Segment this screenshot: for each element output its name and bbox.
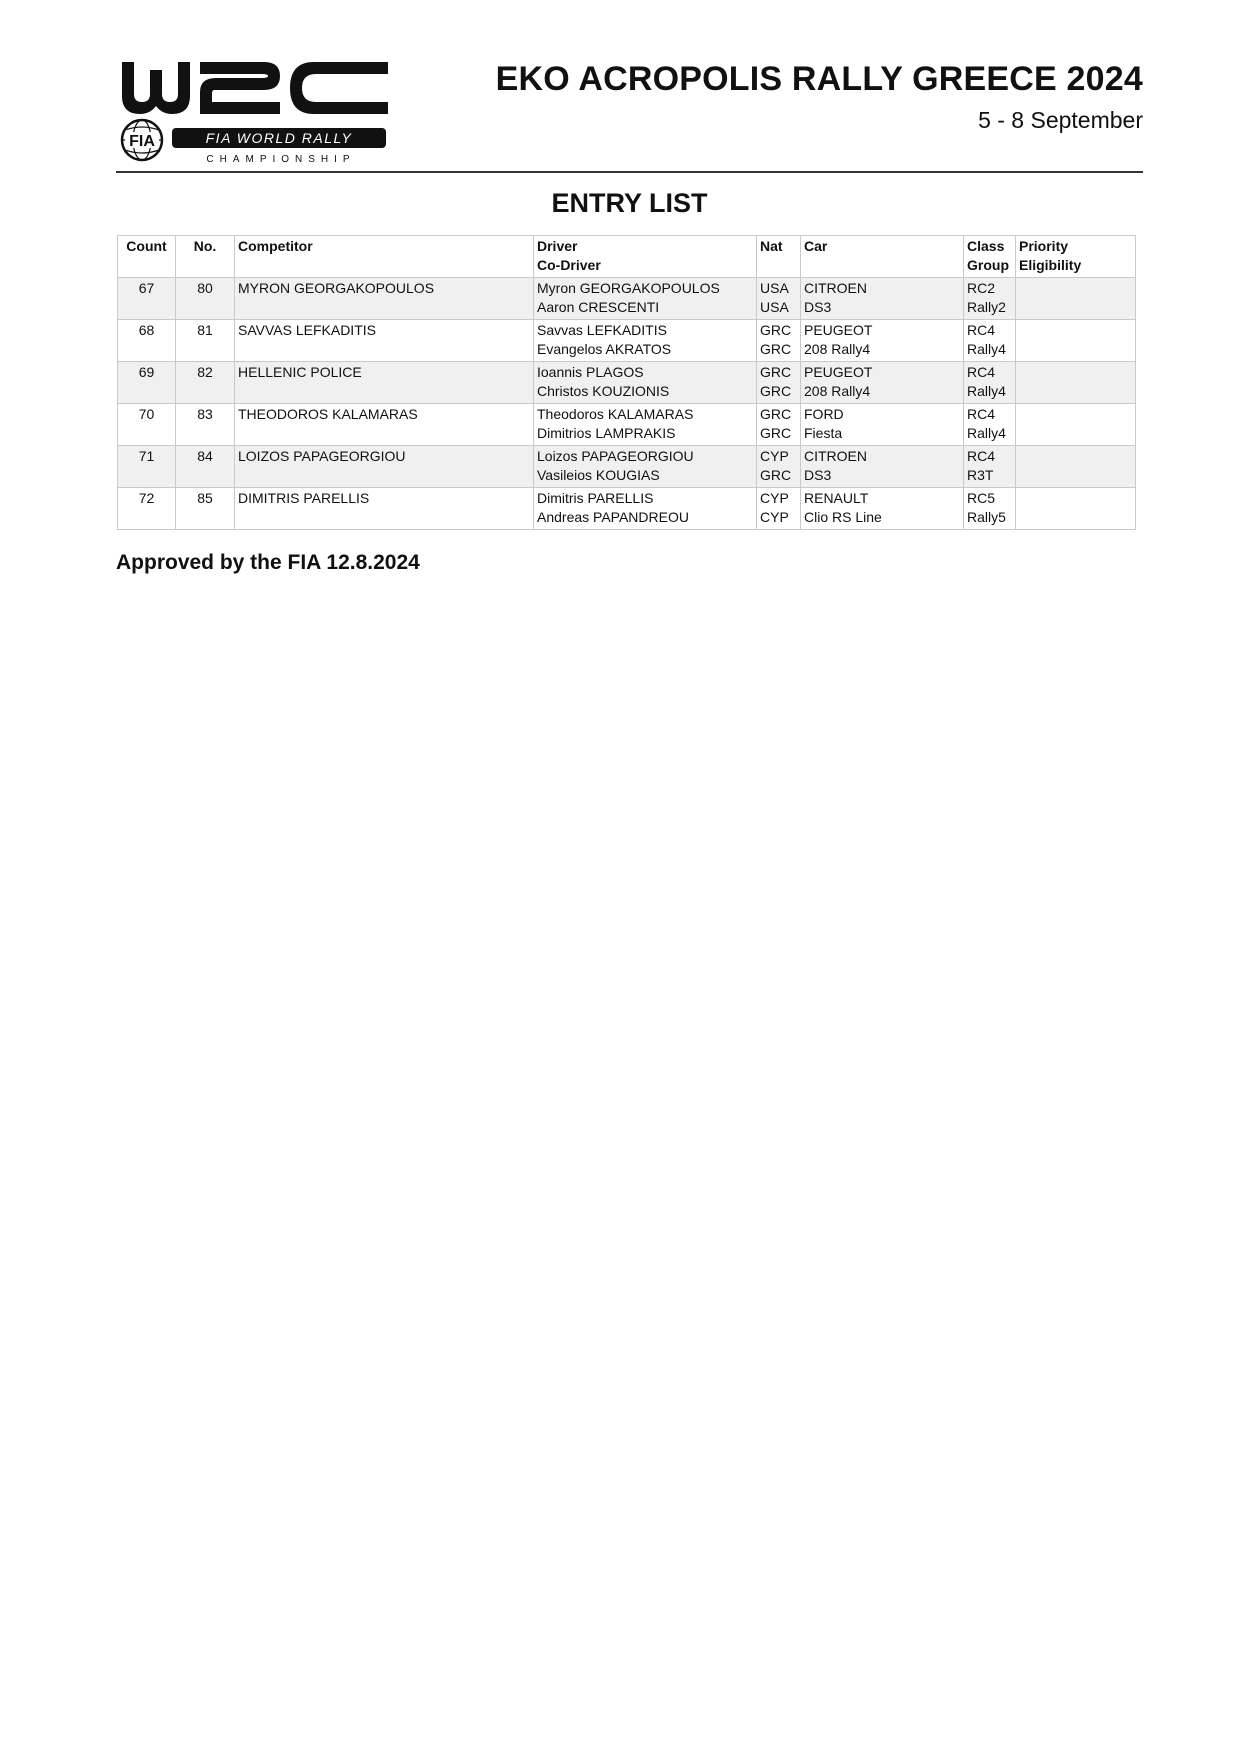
cell-group: Rally5 bbox=[967, 509, 1006, 525]
header-count: Count bbox=[118, 236, 176, 278]
cell-driver: Savvas LEFKADITIS bbox=[537, 322, 667, 338]
cell-group: Rally4 bbox=[967, 383, 1006, 399]
cell-co-driver: Vasileios KOUGIAS bbox=[537, 467, 660, 483]
header-car: Car bbox=[801, 236, 964, 278]
cell-nat bbox=[757, 404, 801, 446]
wrc-logo bbox=[116, 56, 391, 168]
cell-class-group bbox=[964, 320, 1016, 362]
cell-crew bbox=[534, 488, 757, 530]
cell-group: R3T bbox=[967, 467, 994, 483]
table-header-row bbox=[118, 236, 1136, 278]
cell-car-model: DS3 bbox=[804, 467, 832, 483]
table-row bbox=[118, 278, 1136, 320]
header-priority-eligibility bbox=[1016, 236, 1136, 278]
cell-class-group bbox=[964, 404, 1016, 446]
table-row bbox=[118, 404, 1136, 446]
cell-nat bbox=[757, 446, 801, 488]
cell-car-model: DS3 bbox=[804, 299, 832, 315]
cell-competitor: LOIZOS PAPAGEORGIOU bbox=[235, 446, 534, 488]
cell-no: 81 bbox=[176, 320, 235, 362]
event-title: EKO ACROPOLIS RALLY GREECE 2024 bbox=[495, 60, 1143, 98]
cell-count: 72 bbox=[118, 488, 176, 530]
cell-no: 82 bbox=[176, 362, 235, 404]
cell-no: 83 bbox=[176, 404, 235, 446]
cell-class: RC4 bbox=[967, 406, 996, 422]
header-priority: Priority bbox=[1019, 238, 1069, 254]
cell-competitor: SAVVAS LEFKADITIS bbox=[235, 320, 534, 362]
cell-priority bbox=[1016, 488, 1136, 530]
table-row bbox=[118, 320, 1136, 362]
cell-driver: Loizos PAPAGEORGIOU bbox=[537, 448, 694, 464]
cell-group: Rally4 bbox=[967, 341, 1006, 357]
cell-car bbox=[801, 488, 964, 530]
cell-car-model: Fiesta bbox=[804, 425, 843, 441]
cell-car-model: 208 Rally4 bbox=[804, 341, 871, 357]
cell-no: 84 bbox=[176, 446, 235, 488]
cell-driver: Dimitris PARELLIS bbox=[537, 490, 654, 506]
header-eligibility: Eligibility bbox=[1019, 257, 1082, 273]
cell-priority bbox=[1016, 446, 1136, 488]
cell-competitor: MYRON GEORGAKOPOULOS bbox=[235, 278, 534, 320]
cell-class-group bbox=[964, 362, 1016, 404]
cell-competitor: THEODOROS KALAMARAS bbox=[235, 404, 534, 446]
cell-crew bbox=[534, 404, 757, 446]
cell-driver: Myron GEORGAKOPOULOS bbox=[537, 280, 720, 296]
cell-co-driver: Aaron CRESCENTI bbox=[537, 299, 660, 315]
cell-class-group bbox=[964, 488, 1016, 530]
cell-driver: Theodoros KALAMARAS bbox=[537, 406, 694, 422]
header-nat: Nat bbox=[757, 236, 801, 278]
table-row bbox=[118, 446, 1136, 488]
cell-class: RC2 bbox=[967, 280, 996, 296]
cell-count: 67 bbox=[118, 278, 176, 320]
cell-co-driver-nat: GRC bbox=[760, 383, 792, 399]
cell-group: Rally2 bbox=[967, 299, 1006, 315]
fia-badge-text: FIA bbox=[129, 133, 155, 150]
cell-driver-nat: GRC bbox=[760, 364, 792, 380]
cell-car-make: RENAULT bbox=[804, 490, 869, 506]
cell-class: RC4 bbox=[967, 364, 996, 380]
cell-driver-nat: CYP bbox=[760, 490, 789, 506]
header-group: Group bbox=[967, 257, 1009, 273]
header-class-group bbox=[964, 236, 1016, 278]
cell-class: RC4 bbox=[967, 448, 996, 464]
logo-subtitle-text: CHAMPIONSHIP bbox=[206, 154, 356, 165]
cell-driver-nat: GRC bbox=[760, 406, 792, 422]
cell-car bbox=[801, 278, 964, 320]
cell-count: 70 bbox=[118, 404, 176, 446]
header-driver: Driver bbox=[537, 238, 578, 254]
cell-co-driver: Evangelos AKRATOS bbox=[537, 341, 672, 357]
cell-car bbox=[801, 446, 964, 488]
cell-driver: Ioannis PLAGOS bbox=[537, 364, 644, 380]
cell-priority bbox=[1016, 404, 1136, 446]
event-dates: 5 - 8 September bbox=[978, 107, 1143, 133]
cell-crew bbox=[534, 362, 757, 404]
cell-class: RC4 bbox=[967, 322, 996, 338]
approval-note: Approved by the FIA 12.8.2024 bbox=[116, 551, 420, 574]
document-title: ENTRY LIST bbox=[551, 188, 708, 218]
cell-nat bbox=[757, 488, 801, 530]
cell-car-make: CITROEN bbox=[804, 280, 867, 296]
cell-count: 69 bbox=[118, 362, 176, 404]
entry-list-table bbox=[117, 235, 1136, 530]
cell-car-make: CITROEN bbox=[804, 448, 867, 464]
header-driver-codriver bbox=[534, 236, 757, 278]
cell-co-driver: Christos KOUZIONIS bbox=[537, 383, 670, 399]
cell-no: 80 bbox=[176, 278, 235, 320]
cell-crew bbox=[534, 446, 757, 488]
cell-driver-nat: USA bbox=[760, 280, 789, 296]
cell-driver-nat: GRC bbox=[760, 322, 792, 338]
logo-ribbon-text: FIA WORLD RALLY bbox=[205, 130, 353, 146]
cell-nat bbox=[757, 278, 801, 320]
cell-nat bbox=[757, 362, 801, 404]
cell-car-model: 208 Rally4 bbox=[804, 383, 871, 399]
cell-priority bbox=[1016, 278, 1136, 320]
cell-car-make: FORD bbox=[804, 406, 844, 422]
cell-priority bbox=[1016, 320, 1136, 362]
header-no: No. bbox=[176, 236, 235, 278]
cell-priority bbox=[1016, 362, 1136, 404]
header-competitor: Competitor bbox=[235, 236, 534, 278]
header-divider bbox=[116, 171, 1143, 173]
cell-class-group bbox=[964, 446, 1016, 488]
cell-class-group bbox=[964, 278, 1016, 320]
cell-nat bbox=[757, 320, 801, 362]
cell-co-driver: Dimitrios LAMPRAKIS bbox=[537, 425, 676, 441]
cell-co-driver-nat: GRC bbox=[760, 341, 792, 357]
cell-class: RC5 bbox=[967, 490, 996, 506]
cell-car-model: Clio RS Line bbox=[804, 509, 882, 525]
cell-count: 71 bbox=[118, 446, 176, 488]
cell-car bbox=[801, 362, 964, 404]
cell-co-driver-nat: CYP bbox=[760, 509, 789, 525]
header-co-driver: Co-Driver bbox=[537, 257, 601, 273]
cell-no: 85 bbox=[176, 488, 235, 530]
cell-co-driver-nat: GRC bbox=[760, 425, 792, 441]
cell-car-make: PEUGEOT bbox=[804, 364, 873, 380]
table-row bbox=[118, 362, 1136, 404]
cell-competitor: DIMITRIS PARELLIS bbox=[235, 488, 534, 530]
cell-crew bbox=[534, 278, 757, 320]
cell-car bbox=[801, 404, 964, 446]
cell-crew bbox=[534, 320, 757, 362]
cell-car bbox=[801, 320, 964, 362]
table-row bbox=[118, 488, 1136, 530]
cell-co-driver: Andreas PAPANDREOU bbox=[537, 509, 689, 525]
cell-co-driver-nat: USA bbox=[760, 299, 789, 315]
cell-competitor: HELLENIC POLICE bbox=[235, 362, 534, 404]
cell-driver-nat: CYP bbox=[760, 448, 789, 464]
cell-car-make: PEUGEOT bbox=[804, 322, 873, 338]
cell-count: 68 bbox=[118, 320, 176, 362]
cell-group: Rally4 bbox=[967, 425, 1006, 441]
header-class: Class bbox=[967, 238, 1005, 254]
cell-co-driver-nat: GRC bbox=[760, 467, 792, 483]
